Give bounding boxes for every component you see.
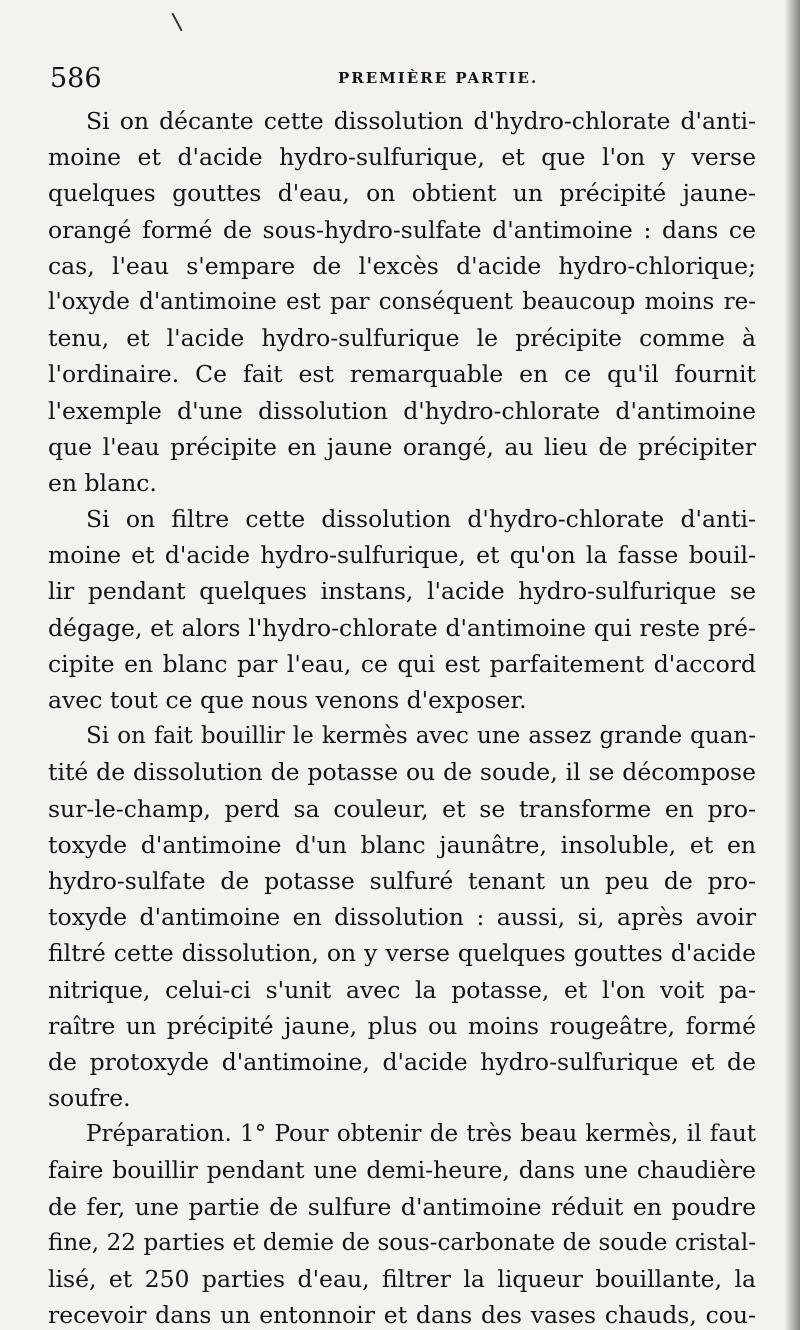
body-text bbox=[48, 103, 756, 1330]
page-edge-shadow bbox=[784, 0, 800, 1330]
ink-mark bbox=[171, 13, 182, 32]
text-line: que l'eau précipite en jaune orangé, au lieu de précipiter bbox=[48, 432, 756, 461]
text-line: quelques gouttes d'eau, on obtient un précipité jaune- bbox=[48, 179, 756, 208]
text-line: l'exemple d'une dissolution d'hydro-chlorate d'antimoine bbox=[48, 396, 756, 425]
text-line: moine et d'acide hydro-sulfurique, et que l'on y verse bbox=[48, 143, 756, 172]
text-line: dégage, et alors l'hydro-chlorate d'antimoine qui reste pré- bbox=[48, 613, 756, 642]
text-line: toxyde d'antimoine d'un blanc jaunâtre, insoluble, et en bbox=[48, 830, 756, 859]
text-line: nitrique, celui-ci s'unit avec la potasse, et l'on voit pa- bbox=[48, 975, 756, 1004]
text-line: soufre. bbox=[48, 1084, 131, 1113]
text-line: Préparation. 1° Pour obtenir de très beau kermès, il faut bbox=[86, 1121, 756, 1148]
text-line: l'ordinaire. Ce fait est remarquable en ce qu'il fournit bbox=[48, 360, 756, 389]
text-line: lir pendant quelques instans, l'acide hydro-sulfurique se bbox=[48, 577, 756, 606]
text-line: recevoir dans un entonnoir et dans des vases chauds, cou- bbox=[48, 1301, 756, 1330]
text-line: cipite en blanc par l'eau, ce qui est parfaitement d'accord bbox=[48, 649, 756, 678]
text-line: sur-le-champ, perd sa couleur, et se transforme en pro- bbox=[48, 794, 756, 823]
text-line: filtré cette dissolution, on y verse quelques gouttes d'acide bbox=[48, 939, 756, 968]
page-header bbox=[50, 62, 770, 98]
text-line: cas, l'eau s'empare de l'excès d'acide hydro-chlorique; bbox=[48, 251, 756, 280]
text-line: Si on fait bouillir le kermès avec une assez grande quan- bbox=[86, 723, 756, 750]
text-line: de protoxyde d'antimoine, d'acide hydro-sulfurique et de bbox=[48, 1047, 756, 1076]
text-line: faire bouillir pendant une demi-heure, dans une chaudière bbox=[48, 1156, 756, 1185]
text-line: toxyde d'antimoine en dissolution : aussi, si, après avoir bbox=[48, 903, 756, 932]
text-line: avec tout ce que nous venons d'exposer. bbox=[48, 686, 527, 714]
page-number: 586 bbox=[50, 63, 102, 94]
text-line: fine, 22 parties et demie de sous-carbonate de soude cristal- bbox=[48, 1229, 756, 1256]
text-line: moine et d'acide hydro-sulfurique, et qu'on la fasse bouil- bbox=[48, 541, 756, 570]
text-line: de fer, une partie de sulfure d'antimoine réduit en poudre bbox=[48, 1192, 756, 1221]
text-line: en blanc. bbox=[48, 468, 157, 497]
text-line: raître un précipité jaune, plus ou moins rougeâtre, formé bbox=[48, 1011, 756, 1040]
text-line: l'oxyde d'antimoine est par conséquent beaucoup moins re- bbox=[48, 288, 756, 315]
text-line: orangé formé de sous-hydro-sulfate d'antimoine : dans ce bbox=[48, 215, 756, 244]
running-title: PREMIÈRE PARTIE. bbox=[338, 69, 539, 87]
text-line: hydro-sulfate de potasse sulfuré tenant un peu de pro- bbox=[48, 866, 756, 895]
text-line: lisé, et 250 parties d'eau, filtrer la liqueur bouillante, la bbox=[48, 1265, 756, 1293]
text-line: tité de dissolution de potasse ou de soude, il se décompose bbox=[48, 758, 756, 787]
text-line: tenu, et l'acide hydro-sulfurique le précipite comme à bbox=[48, 324, 756, 353]
text-line: Si on filtre cette dissolution d'hydro-chlorate d'anti- bbox=[86, 505, 756, 534]
text-line: Si on décante cette dissolution d'hydro-chlorate d'anti- bbox=[86, 107, 756, 135]
